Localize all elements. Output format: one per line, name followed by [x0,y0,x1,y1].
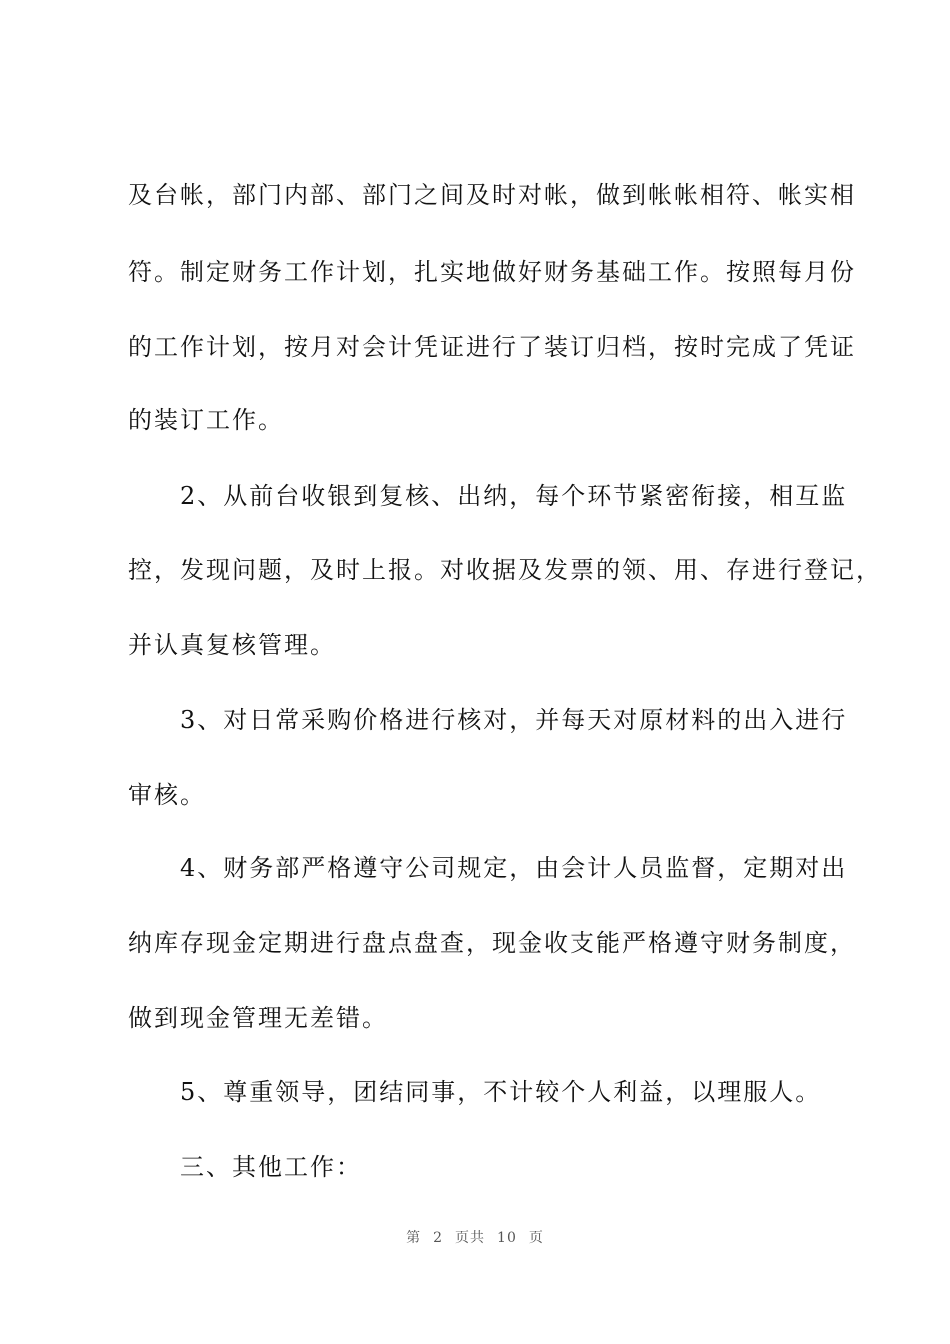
paragraph-4-line-2: 纳库存现金定期进行盘点盘查，现金收支能严格遵守财务制度， [128,929,856,957]
paragraph-5-line-1: 5、尊重领导，团结同事，不计较个人利益，以理服人。 [180,1078,822,1106]
paragraph-1-line-1: 及台帐，部门内部、部门之间及时对帐，做到帐帐相符、帐实相 [128,181,856,209]
paragraph-2-line-2: 控，发现问题，及时上报。对收据及发票的领、用、存进行登记， [128,556,882,584]
paragraph-2-line-1: 2、从前台收银到复核、出纳，每个环节紧密衔接，相互监 [180,482,848,510]
footer-suffix: 页 [528,1230,544,1246]
paragraph-1-line-3: 的工作计划，按月对会计凭证进行了装订归档，按时完成了凭证 [128,333,856,361]
paragraph-1-line-4: 的装订工作。 [128,406,284,434]
section-heading-other-work: 三、其他工作： [180,1153,362,1181]
footer-current-page: 2 [433,1230,444,1246]
footer-total-pages: 10 [497,1230,517,1246]
paragraph-4-line-1: 4、财务部严格遵守公司规定，由会计人员监督，定期对出 [180,854,848,882]
footer-prefix: 第 [406,1230,422,1246]
paragraph-2-line-3: 并认真复核管理。 [128,631,336,659]
paragraph-1-line-2: 符。制定财务工作计划，扎实地做好财务基础工作。按照每月份 [128,258,856,286]
footer-middle: 页共 [455,1230,486,1246]
paragraph-4-line-3: 做到现金管理无差错。 [128,1004,388,1032]
page-footer [0,1228,950,1248]
paragraph-3-line-1: 3、对日常采购价格进行核对，并每天对原材料的出入进行 [180,706,848,734]
paragraph-3-line-2: 审核。 [128,781,206,809]
